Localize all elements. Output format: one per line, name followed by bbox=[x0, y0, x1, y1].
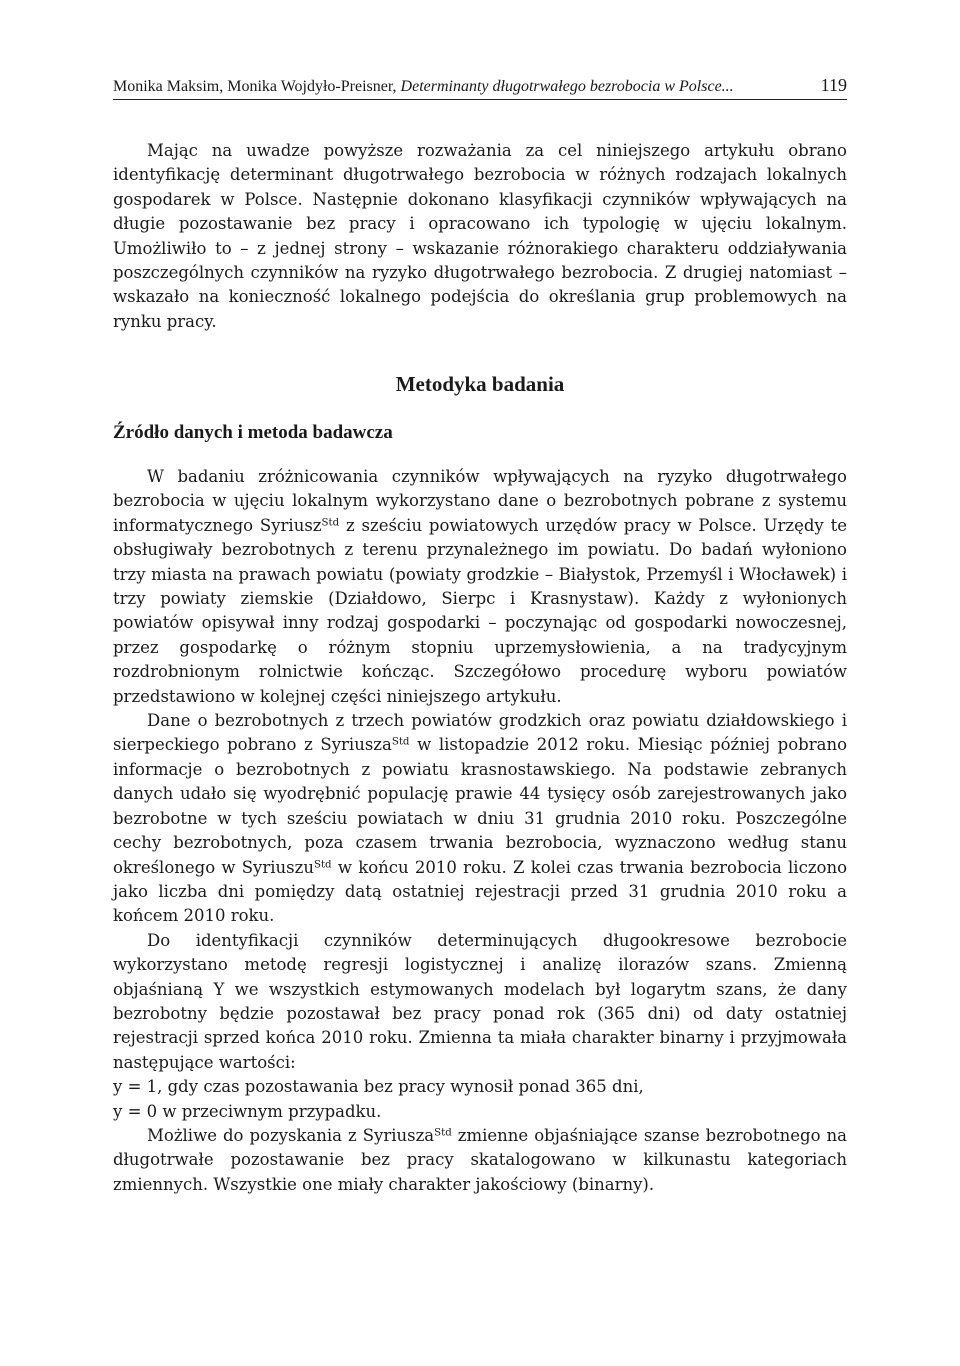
body-section bbox=[113, 465, 847, 1197]
text-run: w końcu 2010 roku. Z kolei czas trwania bezrobocia liczono jako liczba dni pomiędzy datą ostatniej rejestracji przed 31 grudnia 2010 roku a końcem 2010 roku. bbox=[113, 857, 848, 926]
body-paragraph-2 bbox=[113, 709, 847, 929]
body-paragraph-1 bbox=[113, 465, 847, 709]
text-run: z sześciu powiatowych urzędów pracy w Polsce. Urzędy te obsługiwały bezrobotnych z terenu przynależnego im powiatu. Do badań wyłoniono trzy miasta na prawach powiatu (powiaty grodzkie – Białystok, Przemyśl i Włocławek) i trzy powiaty ziemskie (Działdowo, Sierpc i Krasnystaw). Każdy z wyłonionych powiatów opisywał inny rodzaj gospodarki – poczynając od gospodarki nowoczesnej, przez gospodarkę o różnym stopniu uprzemysłowienia, a na tradycyjnym rozdrobnionym rolnictwie kończąc. Szczegółowo procedurę wyboru powiatów przedstawiono w kolejnej części niniejszego artykułu. bbox=[113, 515, 847, 706]
formula-line-y1: y = 1, gdy czas pozostawania bez pracy wynosił ponad 365 dni, bbox=[113, 1077, 644, 1097]
section-title: Metodyka badania bbox=[395, 372, 565, 396]
subsection-title: Źródło danych i metoda badawcza bbox=[113, 422, 393, 443]
running-header bbox=[113, 70, 847, 100]
header-authors: Monika Maksim, Monika Wojdyło-Preisner, bbox=[113, 78, 401, 95]
text-run: zmienne objaśniające szanse bezrobotnego na długotrwałe pozostawanie bez pracy skatalogowano w kilkunastu kategoriach zmiennych. Wszystkie one miały charakter jakościowy (binarny). bbox=[113, 1125, 847, 1194]
text-run: W badaniu zróżnicowania czynników wpływających na ryzyko długotrwałego bezrobocia w ujęciu lokalnym wykorzystano dane o bezrobotnych pobrane z systemu informatycznego Syriusz bbox=[113, 467, 847, 535]
superscript: Std bbox=[391, 736, 410, 748]
text-run: w listopadzie 2012 roku. Miesiąc później pobrano informacje o bezrobotnych z powiatu krasnostawskiego. Na podstawie zebranych danych udało się wyodrębnić populację prawie 44 tysięcy osób zarejestrowanych jako bezrobotne w tych sześciu powiatach w dniu 31 grudnia 2010 roku. Poszczególne cechy bezrobotnych, poza czasem trwania bezrobocia, wyznaczono według stanu określonego w Syriuszu bbox=[113, 735, 847, 877]
superscript: Std bbox=[321, 517, 340, 529]
page-number: 119 bbox=[820, 75, 847, 95]
superscript: Std bbox=[313, 858, 332, 870]
superscript: Std bbox=[434, 1127, 452, 1139]
intro-section bbox=[113, 139, 847, 334]
intro-paragraph: Mając na uwadze powyższe rozważania za cel niniejszego artykułu obrano identyfikację determinant długotrwałego bezrobocia w różnych rodzajach lokalnych gospodarek w Polsce. Następnie dokonano klasyfikacji czynników wpływających na długie pozostawanie bez pracy i opracowano ich typologię w ujęciu lokalnym. Umożliwiło to – z jednej strony – wskazanie różnorakiego charakteru oddziaływania poszczególnych czynników na ryzyko długotrwałego bezrobocia. Z drugiej natomiast – wskazało na konieczność lokalnego podejścia do określania grup problemowych na rynku pracy. bbox=[113, 141, 847, 331]
body-paragraph-4 bbox=[113, 1124, 847, 1197]
formula-line-y0: y = 0 w przeciwnym przypadku. bbox=[113, 1101, 382, 1121]
header-title: Determinanty długotrwałego bezrobocia w Polsce... bbox=[400, 78, 734, 95]
text-run: Możliwe do pozyskania z Syriusza bbox=[147, 1125, 435, 1145]
running-head-text bbox=[113, 78, 734, 96]
body-paragraph-3: Do identyfikacji czynników determinujących długookresowe bezrobocie wykorzystano metodę regresji logistycznej i analizę ilorazów szans. Zmienną objaśnianą Y we wszystkich estymowanych modelach był logarytm szans, że dany bezrobotny będzie pozostawał bez pracy ponad rok (365 dni) od daty ostatniej rejestracji sprzed końca 2010 roku. Zmienna ta miała charakter binarny i przyjmowała następujące wartości: bbox=[113, 930, 847, 1072]
text-run: Dane o bezrobotnych z trzech powiatów grodzkich oraz powiatu działdowskiego i sierpeckiego pobrano z Syriusza bbox=[113, 711, 847, 755]
